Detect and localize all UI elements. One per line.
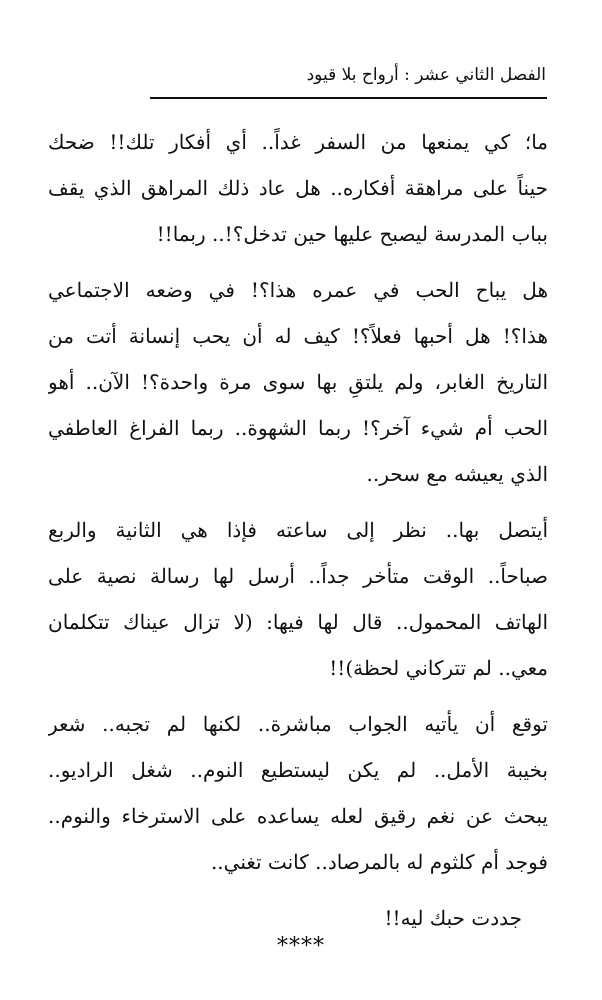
paragraph-4 xyxy=(48,701,548,885)
paragraph-2 xyxy=(48,267,548,497)
text-line: صباحاً.. الوقت متأخر جداً.. أرسل لها رسالة نصية على xyxy=(48,564,548,588)
text-line: توقع أن يأتيه الجواب مباشرة.. لكنها لم تجبه.. شعر xyxy=(48,712,548,736)
header-rule xyxy=(150,97,547,99)
text-line: التاريخ الغابر، ولم يلتقِ بها سوى مرة واحدة؟! الآن.. أهو xyxy=(48,370,548,394)
text-line: الهاتف المحمول.. قال لها فيها: (لا تزال عيناك تتكلمان xyxy=(48,610,548,634)
text-line: بباب المدرسة ليصبح عليها حين تدخل؟!.. ربما!! xyxy=(156,222,548,246)
text-line: هذا؟! هل أحبها فعلاً؟! كيف له أن يحب إنسانة أتت من xyxy=(48,324,548,348)
text-line: معي.. لم تتركاني لحظة)!! xyxy=(329,656,548,680)
text-line: أيتصل بها.. نظر إلى ساعته فإذا هي الثانية والربع xyxy=(48,518,548,542)
text-line: فوجد أم كلثوم له بالمرصاد.. كانت تغني.. xyxy=(210,850,548,874)
paragraph-1 xyxy=(48,119,548,257)
text-line: ما؛ كي يمنعها من السفر غداً.. أي أفكار تلك!! ضحك xyxy=(48,130,548,154)
text-line: حيناً على مراهقة أفكاره.. هل عاد ذلك المراهق الذي يقف xyxy=(48,176,548,200)
text-line: يبحث عن نغم رقيق لعله يساعده على الاسترخاء والنوم.. xyxy=(48,804,548,828)
section-break-ornament: **** xyxy=(277,934,325,959)
text-line: الذي يعيشه مع سحر.. xyxy=(366,462,548,486)
text-line: بخيبة الأمل.. لم يكن ليستطيع النوم.. شغل الراديو.. xyxy=(48,758,548,782)
paragraph-3 xyxy=(48,507,548,691)
running-header-chapter-title: الفصل الثاني عشر : أرواح بلا قيود xyxy=(306,65,546,85)
text-line: جددت حبك ليه!! xyxy=(384,906,522,930)
body-text xyxy=(48,119,548,951)
text-line: هل يباح الحب في عمره هذا؟! في وضعه الاجتماعي xyxy=(48,278,548,302)
text-line: الحب أم شيء آخر؟! ربما الشهوة.. ربما الفراغ العاطفي xyxy=(48,416,548,440)
